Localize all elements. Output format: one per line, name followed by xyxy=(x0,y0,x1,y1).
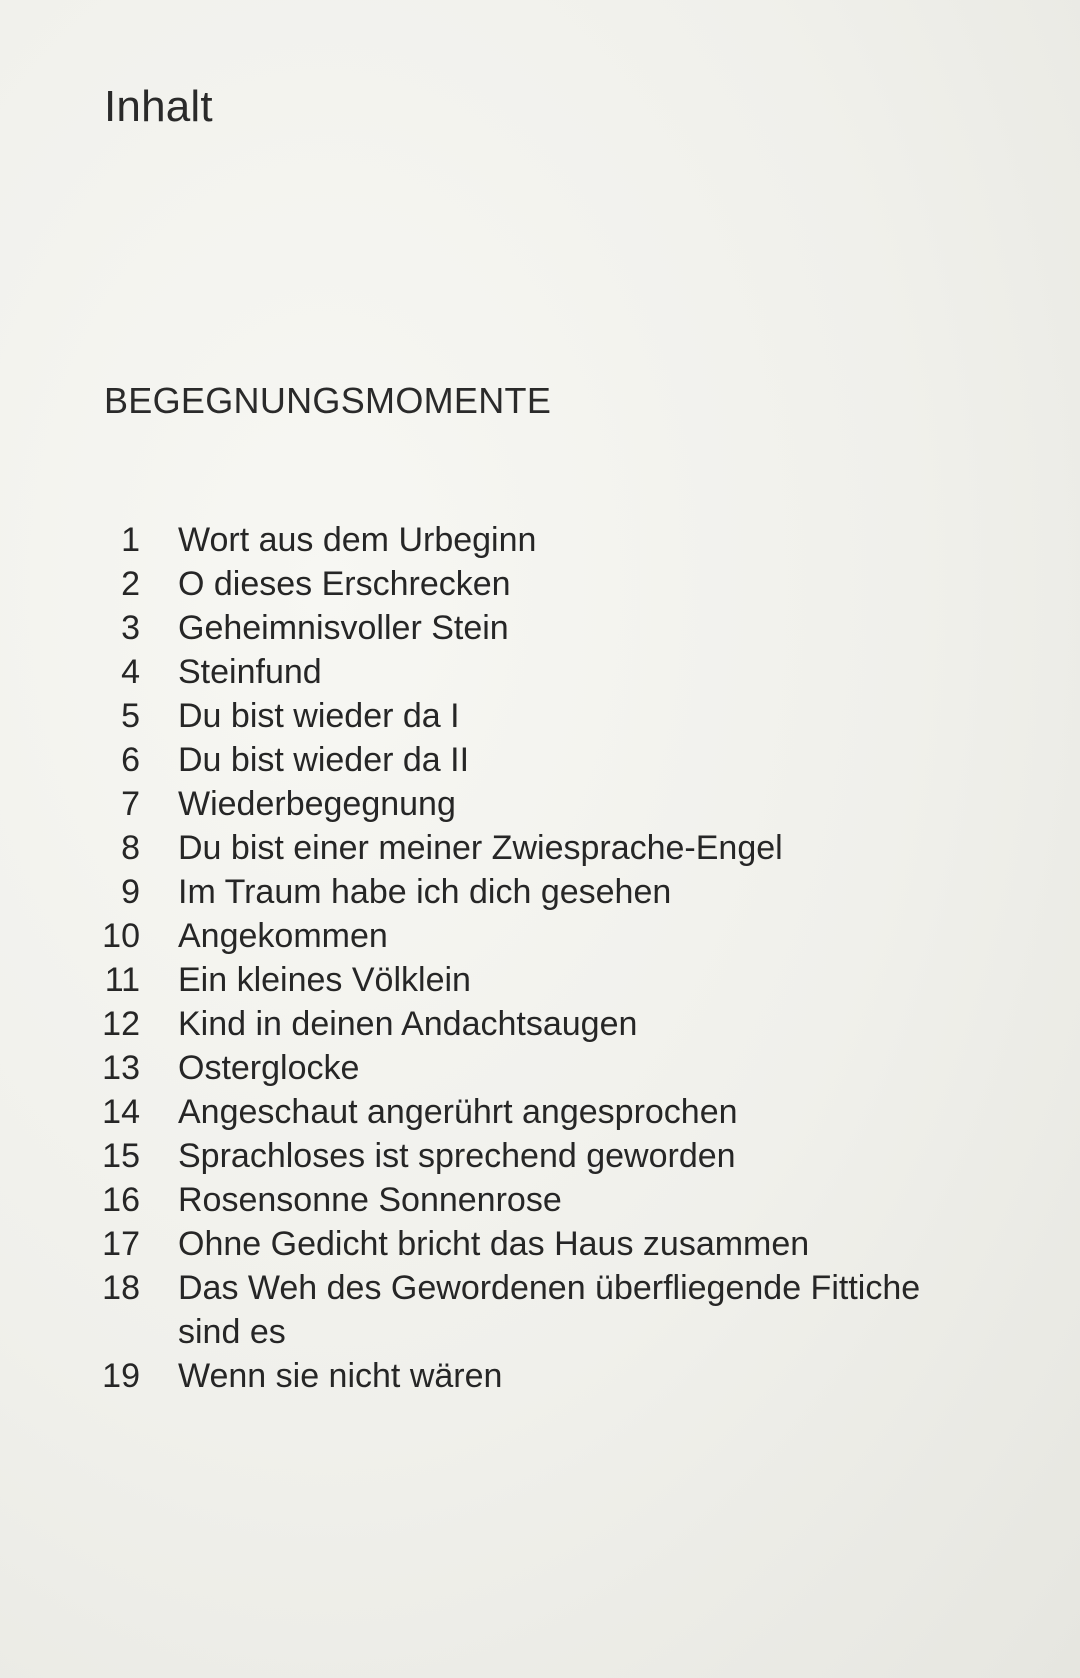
toc-entry-title: Das Weh des Gewordenen überfliegende Fittiche sind es xyxy=(178,1269,921,1351)
toc-entry-number: 18 xyxy=(102,1269,140,1307)
toc-entry xyxy=(96,1354,996,1398)
toc-entry xyxy=(96,870,996,914)
toc-entry-number: 7 xyxy=(121,785,140,823)
toc-entry-title: Sprachloses ist sprechend geworden xyxy=(178,1137,736,1175)
toc-entry xyxy=(96,1134,996,1178)
toc-entry xyxy=(96,518,996,562)
toc-entry-number: 9 xyxy=(121,873,140,911)
toc-entry-title: Rosensonne Sonnenrose xyxy=(178,1181,562,1219)
toc-entry xyxy=(96,1222,996,1266)
toc-entry-title: Angekommen xyxy=(178,917,388,955)
toc-entry xyxy=(96,650,996,694)
toc-entry-number: 3 xyxy=(121,609,140,647)
toc-entry xyxy=(96,1266,996,1354)
toc-entry-title: Im Traum habe ich dich gesehen xyxy=(178,873,672,911)
toc-entry-title: Osterglocke xyxy=(178,1049,360,1087)
toc-entry xyxy=(96,958,996,1002)
toc-entry-number: 16 xyxy=(102,1181,140,1219)
toc-entry-title: Angeschaut angerührt angesprochen xyxy=(178,1093,738,1131)
toc-entry xyxy=(96,1178,996,1222)
toc-entry-title: Du bist wieder da II xyxy=(178,741,470,779)
toc-entry-number: 12 xyxy=(102,1005,140,1043)
toc-entry-title: Wort aus dem Urbeginn xyxy=(178,521,537,559)
toc-entry-number: 11 xyxy=(104,961,140,999)
toc-entry-number: 8 xyxy=(121,829,140,867)
toc-entry-number: 4 xyxy=(121,653,140,691)
toc-entry-title: Du bist einer meiner Zwiesprache-Engel xyxy=(178,829,783,867)
page-heading: Inhalt xyxy=(104,82,213,131)
toc-entry-title: Ohne Gedicht bricht das Haus zusammen xyxy=(178,1225,810,1263)
toc-entry-title: Ein kleines Völklein xyxy=(178,961,471,999)
toc-entry xyxy=(96,914,996,958)
toc-entry xyxy=(96,694,996,738)
toc-entry xyxy=(96,738,996,782)
toc-entry-title: Steinfund xyxy=(178,653,322,691)
toc-entry-title: Kind in deinen Andachtsaugen xyxy=(178,1005,638,1043)
toc-entry-number: 5 xyxy=(121,697,140,735)
toc-entry-number: 13 xyxy=(102,1049,140,1087)
toc-entry xyxy=(96,562,996,606)
table-of-contents xyxy=(96,518,996,1398)
toc-entry xyxy=(96,1046,996,1090)
toc-entry-number: 6 xyxy=(121,741,140,779)
toc-entry xyxy=(96,826,996,870)
toc-entry xyxy=(96,782,996,826)
section-title: BEGEGNUNGSMOMENTE xyxy=(104,380,552,421)
toc-entry-number: 10 xyxy=(102,917,140,955)
toc-entry xyxy=(96,1090,996,1134)
toc-entry-number: 19 xyxy=(102,1357,140,1395)
toc-entry-title: Du bist wieder da I xyxy=(178,697,460,735)
toc-entry-number: 17 xyxy=(102,1225,140,1263)
toc-entry-number: 1 xyxy=(121,521,140,559)
toc-entry-title: Geheimnisvoller Stein xyxy=(178,609,509,647)
toc-entry-title: Wenn sie nicht wären xyxy=(178,1357,503,1395)
toc-entry-title: Wiederbegegnung xyxy=(178,785,456,823)
toc-entry-number: 15 xyxy=(102,1137,140,1175)
toc-entry xyxy=(96,606,996,650)
toc-entry-number: 2 xyxy=(121,565,140,603)
toc-entry-title: O dieses Erschrecken xyxy=(178,565,511,603)
toc-entry xyxy=(96,1002,996,1046)
toc-entry-number: 14 xyxy=(102,1093,140,1131)
